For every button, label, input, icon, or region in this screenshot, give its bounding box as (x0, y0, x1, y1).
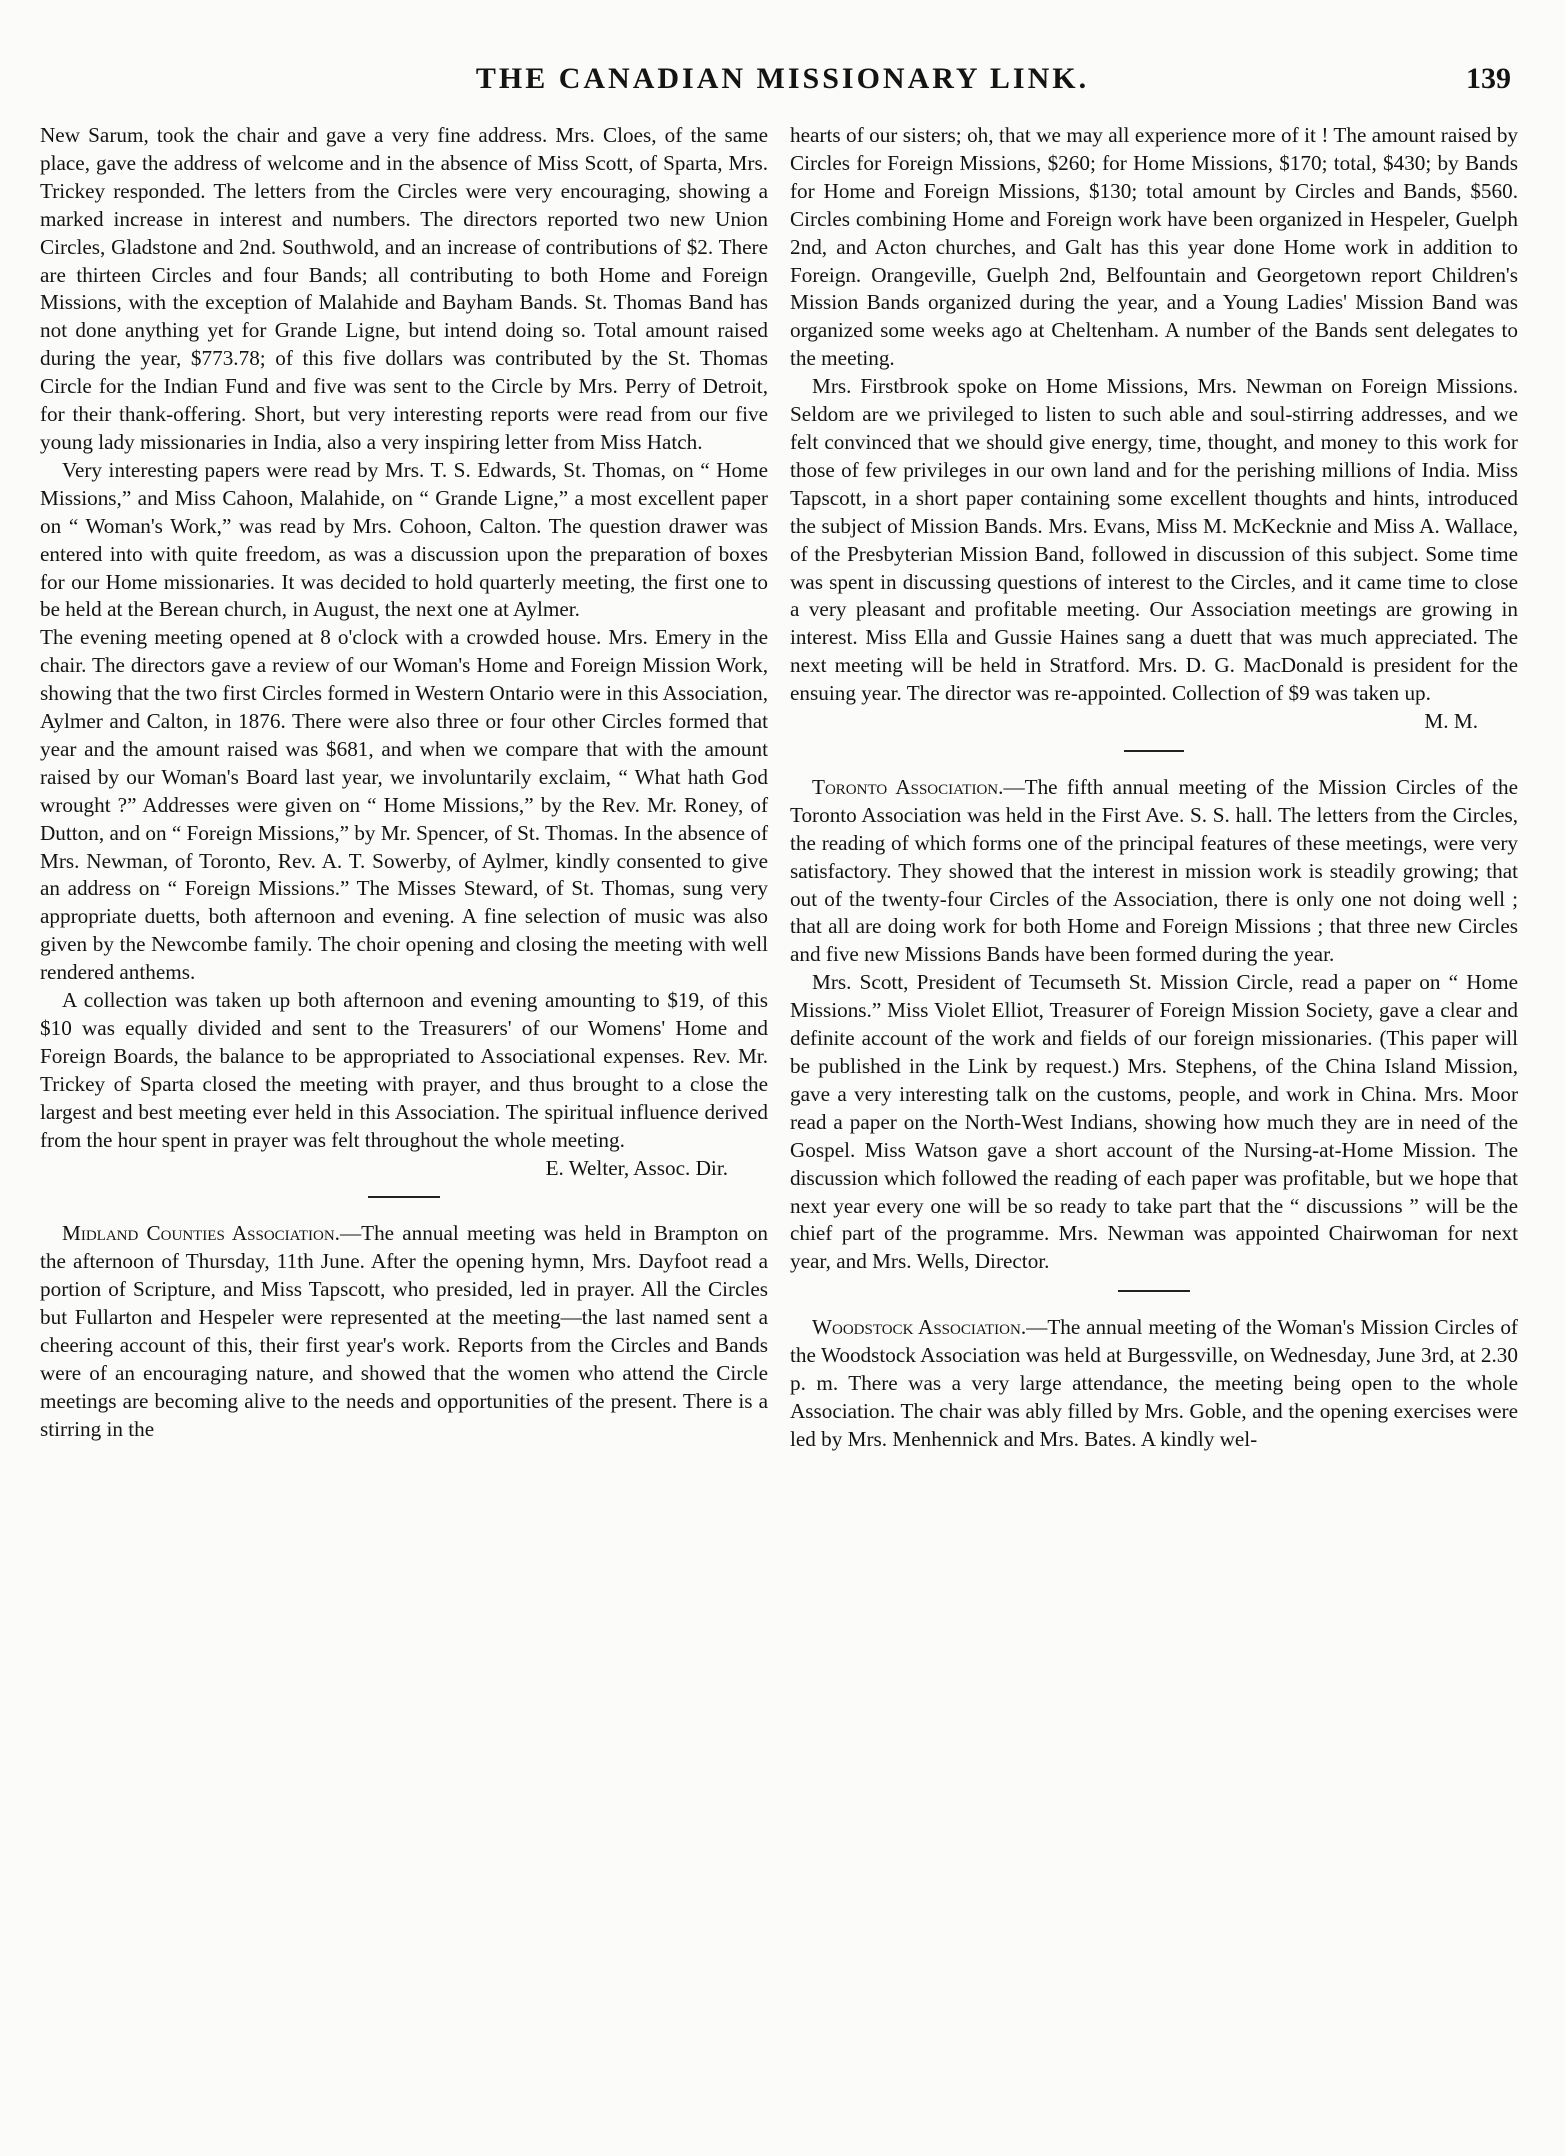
woodstock-text: —The annual meeting of the Woman's Mission Circles of the Woodstock Association was held at Burgessville, on Wednesday, June 3rd, at 2.30 p. m. There was a very large attendance, the meeting being open to the whole Association. The chair was ably filled by Mrs. Goble, and the opening exercises were led by Mrs. Menhennick and Mrs. Bates. A kindly wel- (790, 1315, 1518, 1451)
section-divider (1124, 750, 1184, 752)
left-paragraph-3: The evening meeting opened at 8 o'clock with a crowded house. Mrs. Emery in the chair. The directors gave a review of our Woman's Home and Foreign Mission Work, showing that the two first Circles formed in Western Ontario were in this Association, Aylmer and Calton, in 1876. There were also three or four other Circles formed that year and the amount raised was $681, and when we compare that with the amount raised by our Woman's Board last year, we involuntarily exclaim, “ What hath God wrought ?” Addresses were given on “ Home Missions,” by the Rev. Mr. Roney, of Dutton, and on “ Foreign Missions,” by Mr. Spencer, of St. Thomas. In the absence of Mrs. Newman, of Toronto, Rev. A. T. Sowerby, of Aylmer, kindly consented to give an address on “ Foreign Missions.” The Misses Steward, of St. Thomas, sung very appropriate duetts, both afternoon and evening. A fine selection of music was also given by the Newcombe family. The choir opening and closing the meeting with well rendered anthems. (40, 625, 768, 985)
woodstock-association-report (790, 1314, 1518, 1454)
publication-title: THE CANADIAN MISSIONARY LINK. (475, 62, 1090, 95)
signature: E. Welter, Assoc. Dir. (545, 1155, 728, 1180)
right-paragraph-3: Mrs. Scott, President of Tecumseth St. Mission Circle, read a paper on “ Home Missions.” Miss Violet Elliot, Treasurer of Foreign Mission Society, gave a clear and definite account of the work and fields of our foreign missionaries. (This paper will be published in the Link by request.) Mrs. Stephens, of the China Island Mission, gave a very interesting talk on the customs, people, and work in China. Mrs. Moor read a paper on the North-West Indians, showing how much they are in need of the Gospel. Miss Watson gave a short account of the Nursing-at-Home Mission. The discussion which followed the reading of each paper was profitable, but we hope that next year every one will be so ready to take part that the “ discussions ” will be the chief part of the programme. Mrs. Newman was appointed Chairwoman for next year, and Mrs. Wells, Director. (790, 970, 1518, 1274)
midland-counties-report (40, 1220, 768, 1443)
left-paragraph-1: New Sarum, took the chair and gave a very fine address. Mrs. Cloes, of the same place, gave the address of welcome and in the absence of Miss Scott, of Sparta, Mrs. Trickey responded. The letters from the Circles were very encouraging, showing a marked increase in interest and numbers. The directors reported two new Union Circles, Gladstone and 2nd. Southwold, and an increase of contributions of $2. There are thirteen Circles and four Bands; all contributing to both Home and Foreign Missions, with the exception of Malahide and Bayham Bands. St. Thomas Band has not done anything yet for Grande Ligne, but intend doing so. Total amount raised during the year, $773.78; of this five dollars was contributed by the St. Thomas Circle for the Indian Fund and five was sent to the Circle by Mrs. Perry of Detroit, for their thank-offering. Short, but very interesting reports were read from our five young lady missionaries in India, also a very inspiring letter from Miss Hatch. (40, 123, 768, 454)
midland-text: —The annual meeting was held in Brampton on the afternoon of Thursday, 11th June. After the opening hymn, Mrs. Dayfoot read a portion of Scripture, and Miss Tapscott, who presided, led in prayer. All the Circles but Fullarton and Hespeler were represented at the meeting—the last named sent a cheering account of this, their first year's work. Reports from the Circles and Bands were of an encouraging nature, and showed that the women who attend the Circle meetings are becoming alive to the needs and opportunities of the present. There is a stirring in the (40, 1221, 768, 1441)
midland-heading: Midland Counties Association. (62, 1221, 340, 1246)
right-column (790, 122, 1518, 1454)
section-divider (368, 1196, 440, 1198)
initials-line (790, 708, 1518, 736)
toronto-text: —The fifth annual meeting of the Mission Circles of the Toronto Association was held in the First Ave. S. S. hall. The letters from the Circles, the reading of which forms one of the principal features of these meetings, were very satisfactory. They showed that the interest in mission work is steadily growing; that out of the twenty-four Circles of the Association, there is only one not doing well ; that all are doing work for both Home and Foreign Missions ; that three new Circles and five new Missions Bands have been formed during the year. (790, 774, 1519, 967)
page-number: 139 (1466, 62, 1511, 95)
right-paragraph-2: Mrs. Firstbrook spoke on Home Missions, Mrs. Newman on Foreign Missions. Seldom are we privileged to listen to such able and soul-stirring addresses, and we felt convinced that we should give energy, time, thought, and money to this work for those of few privileges in our own land and for the perishing millions of India. Miss Tapscott, in a short paper containing some excellent thoughts and hints, introduced the subject of Mission Bands. Mrs. Evans, Miss M. McKecknie and Miss A. Wallace, of the Presbyterian Mission Band, followed in discussion of this subject. Some time was spent in discussing questions of interest to the Circles, and it came time to close a very pleasant and profitable meeting. Our Association meetings are growing in interest. Miss Ella and Gussie Haines sang a duett that was much appreciated. The next meeting will be held in Stratford. Mrs. D. G. MacDonald is president for the ensuing year. The director was re-appointed. Collection of $9 was taken up. (790, 374, 1518, 706)
toronto-heading: Toronto Association. (812, 774, 1004, 799)
toronto-association-report (790, 774, 1518, 969)
page-header (0, 62, 1565, 106)
woodstock-heading: Woodstock Association. (812, 1315, 1027, 1340)
section-divider (1118, 1290, 1190, 1292)
left-column (40, 122, 768, 1444)
left-paragraph-2: Very interesting papers were read by Mrs. T. S. Edwards, St. Thomas, on “ Home Missions,” and Miss Cahoon, Malahide, on “ Grande Ligne,” a most excellent paper on “ Woman's Work,” was read by Mrs. Cohoon, Calton. The question drawer was entered into with quite freedom, as was a discussion upon the preparation of boxes for our Home missionaries. It was decided to hold quarterly meeting, the first one to be held at the Berean church, in August, the next one at Aylmer. (40, 457, 768, 622)
initials: M. M. (1424, 709, 1478, 734)
left-paragraph-4: A collection was taken up both afternoon and evening amounting to $19, of this $10 was equally divided and sent to the Treasurers' of our Womens' Home and Foreign Boards, the balance to be appropriated to Associational expenses. Rev. Mr. Trickey of Sparta closed the meeting with prayer, and thus brought to a close the largest and best meeting ever held in this Association. The spiritual influence derived from the hour spent in prayer was felt throughout the whole meeting. (40, 988, 768, 1152)
right-paragraph-1: hearts of our sisters; oh, that we may all experience more of it ! The amount raised by Circles for Foreign Missions, $260; for Home Missions, $170; total, $430; by Bands for Home and Foreign Missions, $130; total amount by Circles and Bands, $560. Circles combining Home and Foreign work have been organized in Hespeler, Guelph 2nd, and Acton churches, and Galt has this year done Home work in addition to Foreign. Orangeville, Guelph 2nd, Belfountain and Georgetown report Children's Mission Bands organized during the year, and a Young Ladies' Mission Band was organized some weeks ago at Cheltenham. A number of the Bands sent delegates to the meeting. (790, 123, 1518, 371)
